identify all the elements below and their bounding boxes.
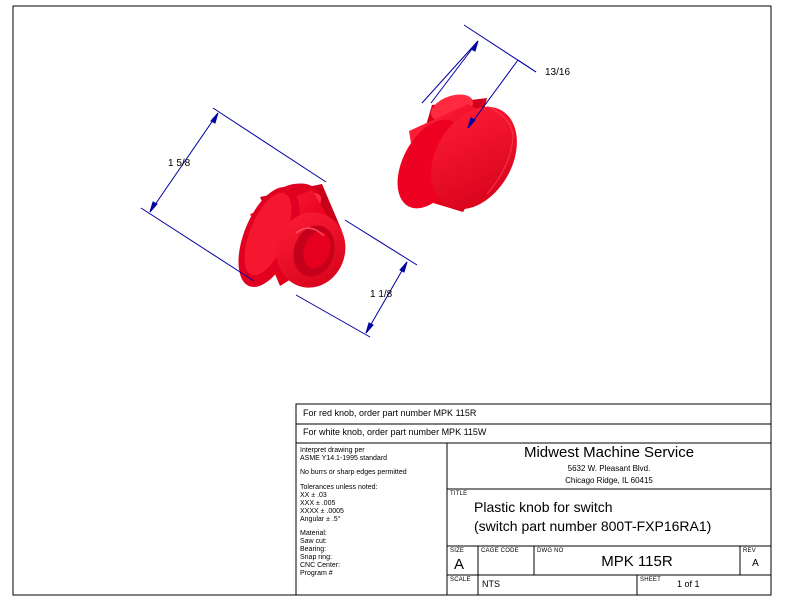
rev-value: A <box>752 558 759 569</box>
note-tolerance-header: Tolerances unless noted: <box>300 484 378 491</box>
note-tolerance-xx: XX ± .03 <box>300 492 327 499</box>
knob-bored-view <box>226 174 355 297</box>
note-program: Program # <box>300 570 333 577</box>
note-bearing: Bearing: <box>300 546 327 553</box>
note-snap-ring: Snap ring: <box>300 554 332 561</box>
rev-label: REV <box>743 548 756 554</box>
note-red-order: For red knob, order part number MPK 115R <box>303 408 477 418</box>
title-label: TITLE <box>450 491 468 497</box>
note-interpret-2: ASME Y14.1-1995 standard <box>300 455 388 462</box>
size-label: SIZE <box>450 548 465 554</box>
note-saw-cut: Saw cut: <box>300 538 327 545</box>
cage-code-label: CAGE CODE <box>481 548 519 554</box>
note-tolerance-xxx: XXX ± .005 <box>300 500 336 507</box>
note-tolerance-angular: Angular ± .5° <box>300 516 341 523</box>
size-value: A <box>454 556 465 573</box>
dim-label-flange-diameter: 13/16 <box>545 67 571 78</box>
dwg-no-value: MPK 115R <box>601 553 673 570</box>
dim-label-bore-length: 1 1/8 <box>370 289 393 300</box>
company-address-2: Chicago Ridge, IL 60415 <box>565 476 653 485</box>
dim-label-overall-length: 1 5/8 <box>168 158 191 169</box>
note-interpret-1: Interpret drawing per <box>300 447 365 454</box>
scale-label: SCALE <box>450 577 471 583</box>
drawing-title-line-2: (switch part number 800T-FXP16RA1) <box>474 518 712 534</box>
sheet-label: SHEET <box>640 577 662 583</box>
company-name: Midwest Machine Service <box>523 444 695 461</box>
note-material: Material: <box>300 530 327 537</box>
sheet-value: 1 of 1 <box>677 579 700 589</box>
note-white-order: For white knob, order part number MPK 115W <box>303 427 487 437</box>
general-notes <box>300 447 407 578</box>
note-tolerance-xxxx: XXXX ± .0005 <box>300 508 344 515</box>
company-address-1: 5632 W. Pleasant Blvd. <box>567 464 651 473</box>
dwg-no-label: DWG NO <box>537 548 564 554</box>
knob-face-view <box>384 89 535 224</box>
note-cnc-center: CNC Center: <box>300 562 341 569</box>
scale-value: NTS <box>482 579 500 589</box>
note-burrs: No burrs or sharp edges permitted <box>300 469 407 476</box>
drawing-title-line-1: Plastic knob for switch <box>474 499 613 515</box>
